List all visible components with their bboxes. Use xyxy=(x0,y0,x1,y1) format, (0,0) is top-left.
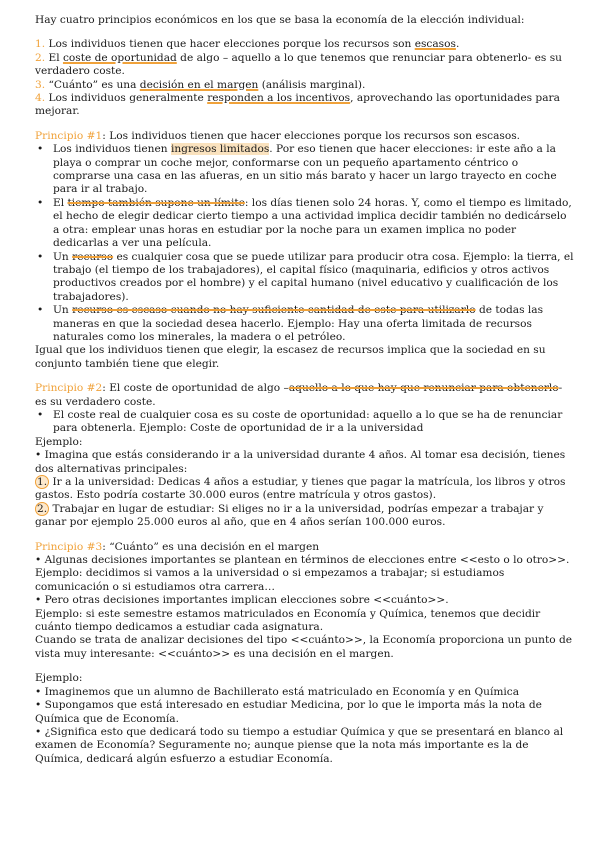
text-line: • Algunas decisiones importantes se plantean en términos de elecciones entre <<esto o lo otro>>. xyxy=(35,554,570,567)
option-number-circled: 2. xyxy=(37,502,48,515)
text-line: • Supongamos que está interesado en estudiar Medicina, por lo que le importa más la nota de Química que de Economía. xyxy=(35,699,542,725)
principle-label: Principio #1 xyxy=(35,129,103,142)
text-line: Cuando se trata de analizar decisiones del tipo <<cuánto>>, la Economía proporciona un punto de vista muy interesante: <<cuánto>> es una decisión en el margen. xyxy=(35,634,573,660)
text-line: Ejemplo: decidimos si vamos a la universidad o si empezamos a trabajar; si estudiamos comunicación o si estudiamos otra carrera… xyxy=(35,567,505,593)
bullet-item: • Un recurso es cualquier cosa que se puede utilizar para producir otra cosa. Ejemplo: la tierra, el trabajo (el tiempo de los trabajadores), el capital físico (maquinaria, edificios y otros activos productivos creados por el hombre) y el capital humano (nivel educativo y cualificación de los trabajadores). xyxy=(35,251,575,305)
example-label: Ejemplo: xyxy=(35,435,83,448)
list-item: 4. Los individuos generalmente responden a los incentivos, aprovechando las oportunidades para mejorar. xyxy=(35,92,560,118)
principle-1-conclusion: Igual que los individuos tienen que elegir, la escasez de recursos implica que la sociedad en su conjunto también tiene que elegir. xyxy=(35,344,546,370)
list-item: 1. Los individuos tienen que hacer elecciones porque los recursos son escasos. xyxy=(35,38,460,51)
bullet-item: • Los individuos tienen ingresos limitados. Por eso tienen que hacer elecciones: ir este año a la playa o comprar un coche mejor, conformarse con un pequeño apartamento céntrico o comprarse una casa en las afueras, en un sitio más barato y hacer un largo trayecto en coche para ir al trabajo. xyxy=(35,143,575,197)
text-line: • Imaginemos que un alumno de Bachillerato está matriculado en Economía y en Química xyxy=(35,685,520,698)
principle-1-section xyxy=(35,130,575,371)
list-item: 2. El coste de oportunidad de algo – aquello a lo que tenemos que renunciar para obtenerlo- es su verdadero coste. xyxy=(35,51,562,78)
intro-text: Hay cuatro principios económicos en los que se basa la economía de la elección individual: xyxy=(35,14,525,26)
principle-1-bullets xyxy=(35,143,575,344)
principle-3-section xyxy=(35,541,575,767)
principle-1-heading: Principio #1: Los individuos tienen que hacer elecciones porque los recursos son escasos. xyxy=(35,129,521,142)
list-item: 3. “Cuánto” es una decisión en el margen (análisis marginal). xyxy=(35,78,366,91)
text-line: Ejemplo: si este semestre estamos matriculados en Economía y Química, tenemos que decidir cuánto tiempo dedicamos a estudiar cada asignatura. xyxy=(35,607,541,634)
option-1: 1. Ir a la universidad: Dedicas 4 años a estudiar, y tienes que pagar la matrícula, los libros y otros gastos. Esto podría costarte 30.000 euros (entre matrícula y otros gastos). xyxy=(35,476,566,502)
bullet-item: • El tiempo también supone un límite: los días tienen solo 24 horas. Y, como el tiempo es limitado, el hecho de elegir dedicar cierto tiempo a una actividad implica decidir también no dedicárselo a otra: emplear unas horas en estudiar por la noche para un examen implica no poder dedicarlas a ver una película. xyxy=(35,197,575,251)
text-line: • ¿Significa esto que dedicará todo su tiempo a estudiar Química y que se presentará en blanco al examen de Economía? Seguramente no; aunque piense que la nota más importante es la de Química, dedicará algún esfuerzo a estudiar Economía. xyxy=(35,725,564,765)
principle-3-heading: Principio #3: “Cuánto” es una decisión en el margen xyxy=(35,540,320,553)
document-page xyxy=(35,14,575,766)
bullet-item: • El coste real de cualquier cosa es su coste de oportunidad: aquello a lo que se ha de renunciar para obtenerla. Ejemplo: Coste de oportunidad de ir a la universidad xyxy=(35,409,575,436)
principle-2-section xyxy=(35,382,575,529)
example-line: • Imagina que estás considerando ir a la universidad durante 4 años. Al tomar esa decisión, tienes dos alternativas principales: xyxy=(35,449,566,475)
principles-list xyxy=(35,38,575,118)
option-number-circled: 1. xyxy=(37,476,48,488)
principle-label: Principio #2 xyxy=(35,382,103,395)
option-2: 2. Trabajar en lugar de estudiar: Si eliges no ir a la universidad, podrías empezar a trabajar y ganar por ejemplo 25.000 euros al año, que en 4 años serían 100.000 euros. xyxy=(35,502,544,529)
principle-2-heading: Principio #2: El coste de oportunidad de algo –aquello a lo que hay que renunciar para obtenerlo- es su verdadero coste. xyxy=(35,382,563,408)
text-line: • Pero otras decisiones importantes implican elecciones sobre <<cuánto>>. xyxy=(35,594,449,607)
principle-label: Principio #3 xyxy=(35,540,103,553)
principle-2-bullets xyxy=(35,409,575,436)
bullet-item: • Un recurso es escaso cuando no hay suficiente cantidad de este para utilizarlo de todas las maneras en que la sociedad desea hacerlo. Ejemplo: Hay una oferta limitada de recursos naturales como los minerales, la madera o el petróleo. xyxy=(35,304,575,344)
example-label: Ejemplo: xyxy=(35,672,83,685)
